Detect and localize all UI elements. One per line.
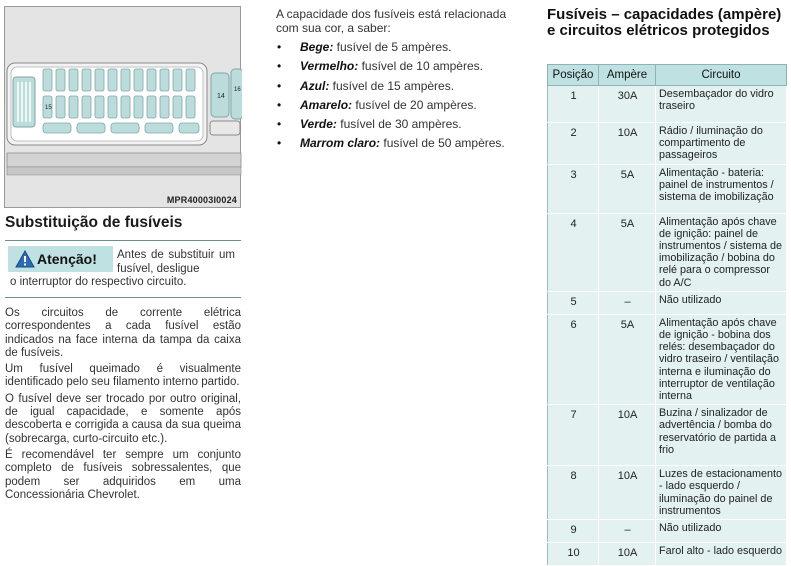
- color-name: Bege:: [300, 40, 334, 54]
- color-desc: fusível de 50 ampères.: [380, 136, 505, 151]
- header-ampere: Ampère: [599, 65, 656, 86]
- table-title: Fusíveis – capacidades (ampère) e circuitos elétricos protegidos: [547, 6, 782, 39]
- cell-position: 6: [548, 314, 599, 404]
- cell-ampere: 30A: [599, 86, 656, 123]
- table-row: [548, 405, 787, 466]
- cell-ampere: –: [599, 520, 656, 543]
- color-name: Azul:: [300, 78, 330, 93]
- left-paragraph: É recomendável ter sempre um conjunto completo de fusíveis sobressalentes, que podem ser adquiridos em uma Concessionária Chevrolet.: [5, 448, 241, 501]
- cell-ampere: 10A: [599, 405, 656, 466]
- cell-circuit: Não utilizado: [656, 520, 787, 543]
- cell-position: 9: [548, 520, 599, 543]
- table-row: [548, 86, 787, 123]
- cell-circuit: Desembaçador do vidro traseiro: [656, 86, 787, 123]
- fuse-label-15: 15: [45, 105, 52, 111]
- cell-circuit: Alimentação após chave de ignição - bobina dos relés: desembaçador do vidro traseiro / ventilação interna e iluminação do interruptor de ventilação interna: [656, 314, 787, 404]
- list-item: [276, 58, 505, 77]
- list-item: [276, 78, 505, 97]
- table-row: [548, 466, 787, 520]
- color-desc: fusível de 10 ampères.: [358, 59, 483, 74]
- attention-text-b: o interruptor do respectivo circuito.: [10, 276, 187, 288]
- fuse-table: [547, 64, 787, 566]
- cell-ampere: 10A: [599, 123, 656, 165]
- bullet-icon: •: [277, 40, 282, 54]
- bullet-icon: •: [277, 136, 282, 151]
- color-name: Amarelo:: [300, 97, 353, 112]
- list-item: [276, 135, 505, 154]
- header-circuit: Circuito: [656, 65, 787, 86]
- warning-icon: [15, 250, 35, 268]
- color-name: Marrom claro:: [300, 136, 381, 151]
- cell-ampere: 5A: [599, 314, 656, 404]
- cell-position: 1: [548, 86, 599, 123]
- table-row: [548, 213, 787, 291]
- color-name: Verde:: [300, 117, 337, 132]
- cell-ampere: 5A: [599, 213, 656, 291]
- figure-code: MPR40003I0024: [166, 195, 237, 205]
- attention-label: Atenção!: [37, 251, 97, 267]
- fuse-label-16: 16: [234, 87, 241, 93]
- cell-position: 10: [548, 543, 599, 566]
- cell-position: 5: [548, 291, 599, 314]
- table-header-row: [548, 65, 787, 86]
- header-position: Posição: [548, 65, 599, 86]
- cell-circuit: Luzes de estacionamento - lado esquerdo / iluminação do painel de instrumentos: [656, 466, 787, 520]
- cell-circuit: Farol alto - lado esquerdo: [656, 543, 787, 566]
- attention-text-a: Antes de substituir um fusível, desligue: [117, 249, 235, 275]
- fuse-box-figure: [4, 6, 241, 208]
- table-row: [548, 123, 787, 165]
- cell-position: 2: [548, 123, 599, 165]
- bullet-icon: •: [277, 78, 282, 93]
- color-desc: fusível de 20 ampères.: [352, 97, 477, 112]
- color-name: Vermelho:: [300, 59, 359, 74]
- table-row: [548, 543, 787, 566]
- cell-position: 8: [548, 466, 599, 520]
- fuse-box-illustration: [5, 7, 242, 209]
- color-list: [276, 39, 505, 155]
- table-row: [548, 314, 787, 404]
- color-desc: fusível de 15 ampères.: [329, 78, 455, 93]
- attention-header: [8, 246, 113, 272]
- cell-position: 3: [548, 164, 599, 213]
- cell-circuit: Alimentação - bateria: painel de instrumentos / sistema de imobilização: [656, 164, 787, 213]
- bullet-icon: •: [277, 59, 282, 74]
- attention-box: [5, 240, 241, 298]
- cell-circuit: Alimentação após chave de ignição: painel de instrumentos / sistema de imobilização / bobina do relé para o compressor do A/C: [656, 213, 787, 291]
- cell-ampere: 10A: [599, 466, 656, 520]
- cell-circuit: Buzina / sinalizador de advertência / bomba do reservatório de partida a frio: [656, 405, 787, 466]
- table-row: [548, 164, 787, 213]
- color-desc: fusível de 30 ampères.: [336, 117, 462, 132]
- cell-circuit: Não utilizado: [656, 291, 787, 314]
- section-title: Substituição de fusíveis: [5, 214, 183, 231]
- list-item: [276, 97, 505, 116]
- cell-ampere: –: [599, 291, 656, 314]
- left-paragraph: O fusível deve ser trocado por outro original, de igual capacidade, e somente após descoberta e corrigida a causa da sua queima (sobrecarga, curto-circuito etc.).: [5, 392, 241, 445]
- table-row: [548, 291, 787, 314]
- table-row: [548, 520, 787, 543]
- list-item: [276, 116, 505, 135]
- cell-ampere: 10A: [599, 543, 656, 566]
- bullet-icon: •: [277, 97, 282, 112]
- cell-ampere: 5A: [599, 164, 656, 213]
- cell-position: 7: [548, 405, 599, 466]
- cell-position: 4: [548, 213, 599, 291]
- list-item: [276, 39, 505, 58]
- left-body-text: [5, 307, 241, 505]
- left-paragraph: Um fusível queimado é visualmente identificado pelo seu filamento interno partido.: [5, 363, 241, 389]
- cell-circuit: Rádio / iluminação do compartimento de passageiros: [656, 123, 787, 165]
- bullet-icon: •: [277, 117, 282, 132]
- color-intro: A capacidade dos fusíveis está relacionada com sua cor, a saber:: [276, 7, 507, 35]
- left-paragraph: Os circuitos de corrente elétrica correspondentes a cada fusível estão indicados na face interna da tampa da caixa de fusíveis.: [5, 307, 241, 359]
- fuse-label-14: 14: [217, 93, 225, 100]
- color-desc: fusível de 5 ampères.: [333, 40, 452, 54]
